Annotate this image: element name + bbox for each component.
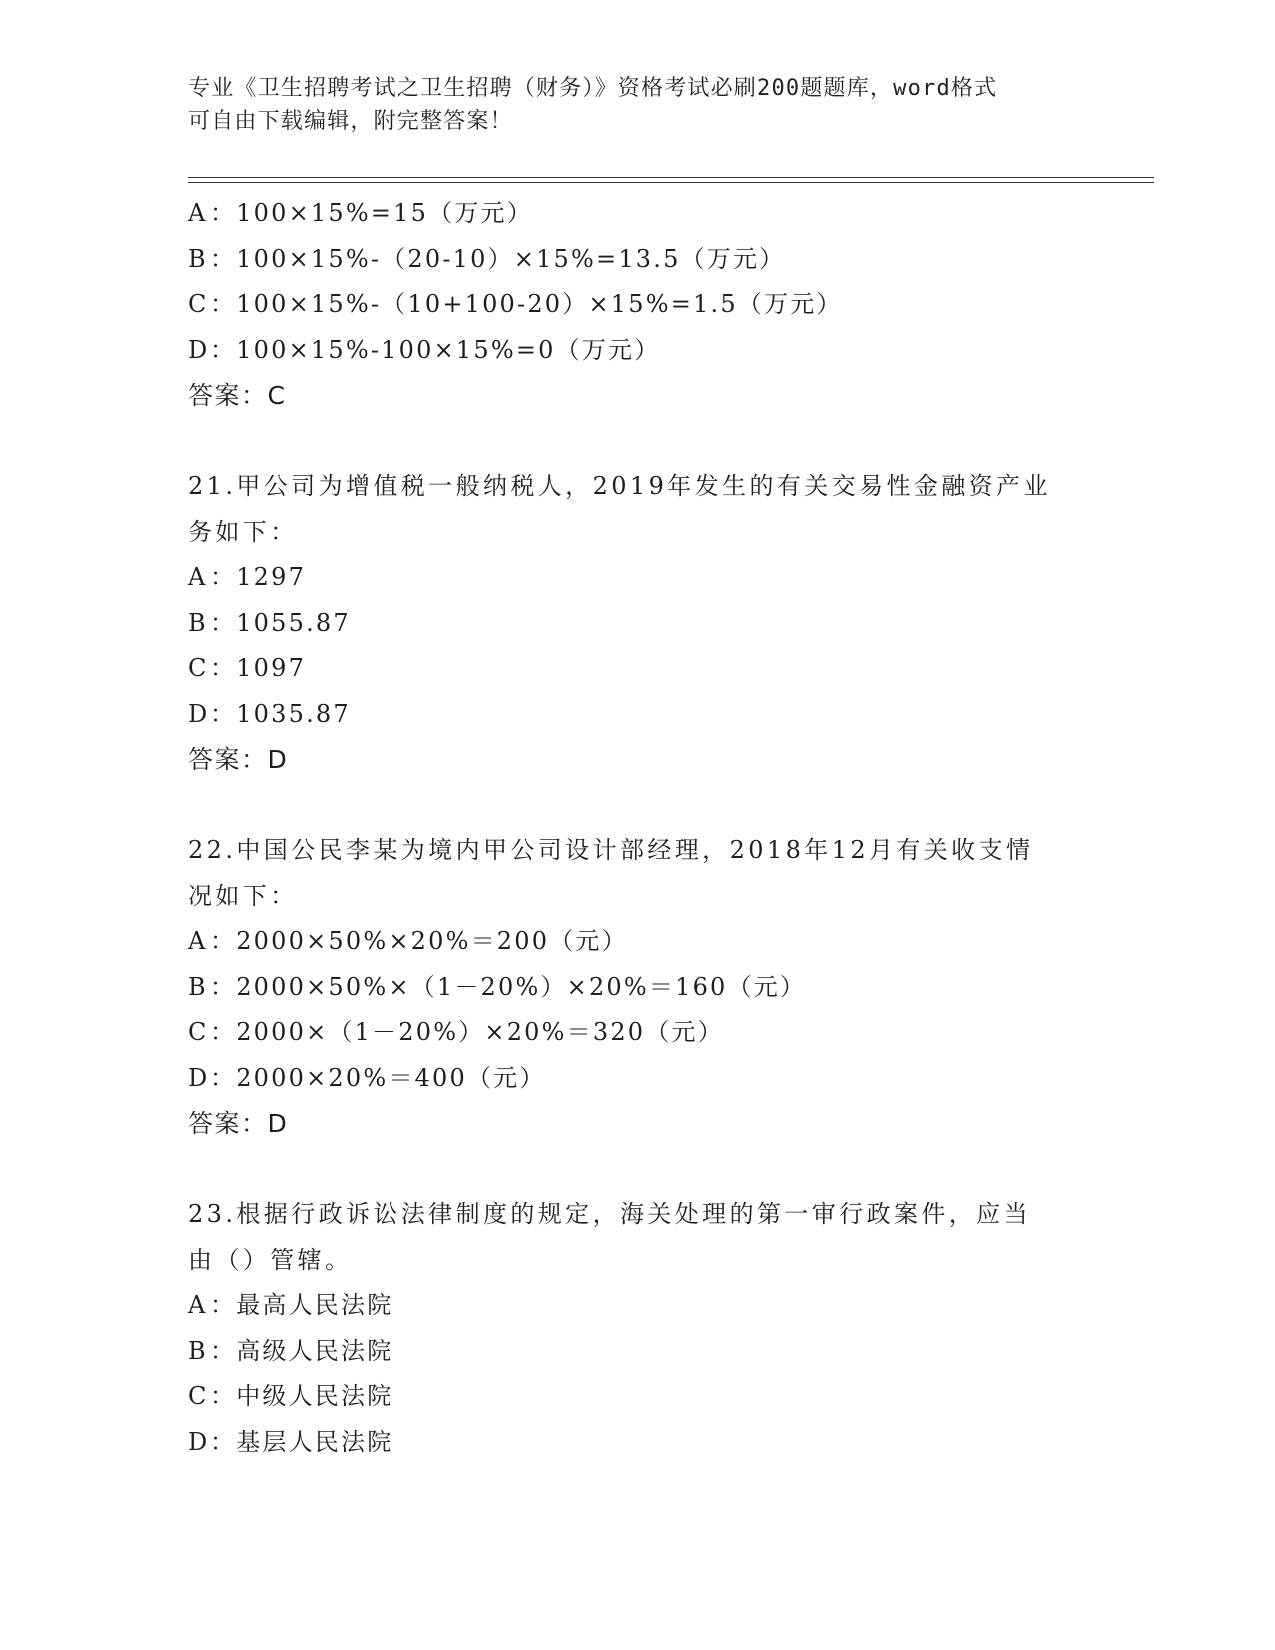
option-letter: B (188, 244, 208, 273)
option-text: 2000×50%×20%＝200（元） (236, 927, 628, 955)
answer-line: 答案：D (188, 745, 289, 774)
option-row (188, 965, 1128, 1011)
option-separator: ： (210, 608, 237, 637)
option-letter: D (188, 1427, 210, 1456)
header-divider-top (188, 177, 1154, 178)
option-text: 2000×50%×（1－20%）×20%＝160（元） (236, 972, 807, 1001)
option-letter: A (188, 563, 208, 591)
header-line-1: 专业《卫生招聘考试之卫生招聘（财务）》资格考试必刷200题题库，word格式 (188, 76, 998, 101)
question-stem-line: 21.甲公司为增值税一般纳税人，2019年发生的有关交易性金融资产业 (188, 472, 1051, 500)
option-row (188, 692, 1128, 738)
spacer (188, 783, 1128, 829)
option-letter: C (188, 290, 209, 318)
option-row (188, 919, 1128, 965)
option-row (188, 191, 1128, 237)
option-letter: A (188, 199, 208, 227)
option-separator: ： (210, 1018, 237, 1046)
option-row (188, 646, 1128, 692)
option-row (188, 555, 1128, 601)
option-separator: ： (210, 699, 237, 728)
option-row (188, 1374, 1128, 1420)
option-text: 1097 (236, 654, 307, 682)
option-row (188, 1420, 1128, 1466)
answer-line: 答案：D (188, 1109, 289, 1138)
option-separator: ： (210, 1427, 237, 1456)
question-list (188, 191, 1128, 1465)
option-text: 基层人民法院 (236, 1427, 394, 1456)
option-separator: ： (210, 563, 237, 591)
option-letter: D (188, 1063, 210, 1092)
spacer (188, 419, 1128, 465)
option-row (188, 282, 1128, 328)
option-text: 最高人民法院 (236, 1291, 394, 1319)
option-row (188, 601, 1128, 647)
option-text: 100×15%-（20-10）×15%=13.5（万元） (236, 244, 786, 273)
option-separator: ： (210, 1063, 237, 1092)
answer-line: 答案：C (188, 381, 287, 410)
option-text: 100×15%-100×15%=0（万元） (236, 335, 661, 364)
option-text: 100×15%=15（万元） (236, 199, 533, 227)
header-line-2: 可自由下载编辑，附完整答案！ (188, 109, 513, 134)
option-text: 1297 (236, 563, 307, 591)
document-header (188, 72, 1068, 138)
option-row (188, 1329, 1128, 1375)
option-text: 100×15%-（10+100-20）×15%=1.5（万元） (236, 290, 843, 318)
option-text: 1035.87 (236, 699, 351, 728)
option-row (188, 328, 1128, 374)
option-row (188, 237, 1128, 283)
header-divider-bottom (188, 182, 1154, 183)
option-letter: A (188, 927, 208, 955)
option-separator: ： (210, 927, 237, 955)
option-text: 2000×20%＝400（元） (236, 1063, 546, 1092)
option-letter: C (188, 654, 209, 682)
option-letter: A (188, 1291, 208, 1319)
option-row (188, 1010, 1128, 1056)
option-separator: ： (210, 199, 237, 227)
question-stem-line: 务如下： (188, 517, 298, 546)
option-separator: ： (210, 972, 237, 1001)
option-separator: ： (210, 335, 237, 364)
spacer (188, 1147, 1128, 1193)
option-separator: ： (210, 244, 237, 273)
option-text: 高级人民法院 (236, 1336, 394, 1365)
option-letter: D (188, 335, 210, 364)
option-separator: ： (210, 290, 237, 318)
question-stem-line: 由（）管辖。 (188, 1245, 353, 1274)
option-row (188, 1056, 1128, 1102)
option-letter: B (188, 1336, 208, 1365)
option-separator: ： (210, 1336, 237, 1365)
option-letter: D (188, 699, 210, 728)
option-text: 1055.87 (236, 608, 351, 637)
question-stem-line: 23.根据行政诉讼法律制度的规定，海关处理的第一审行政案件，应当 (188, 1200, 1031, 1228)
option-letter: B (188, 608, 208, 637)
question-stem-line: 况如下： (188, 881, 298, 910)
option-row (188, 1283, 1128, 1329)
option-letter: C (188, 1382, 209, 1410)
option-letter: B (188, 972, 208, 1001)
option-separator: ： (210, 1382, 237, 1410)
option-letter: C (188, 1018, 209, 1046)
question-stem-line: 22.中国公民李某为境内甲公司设计部经理，2018年12月有关收支情 (188, 836, 1034, 864)
option-separator: ： (210, 654, 237, 682)
option-text: 中级人民法院 (236, 1382, 394, 1410)
option-separator: ： (210, 1291, 237, 1319)
option-text: 2000×（1－20%）×20%＝320（元） (236, 1018, 724, 1046)
